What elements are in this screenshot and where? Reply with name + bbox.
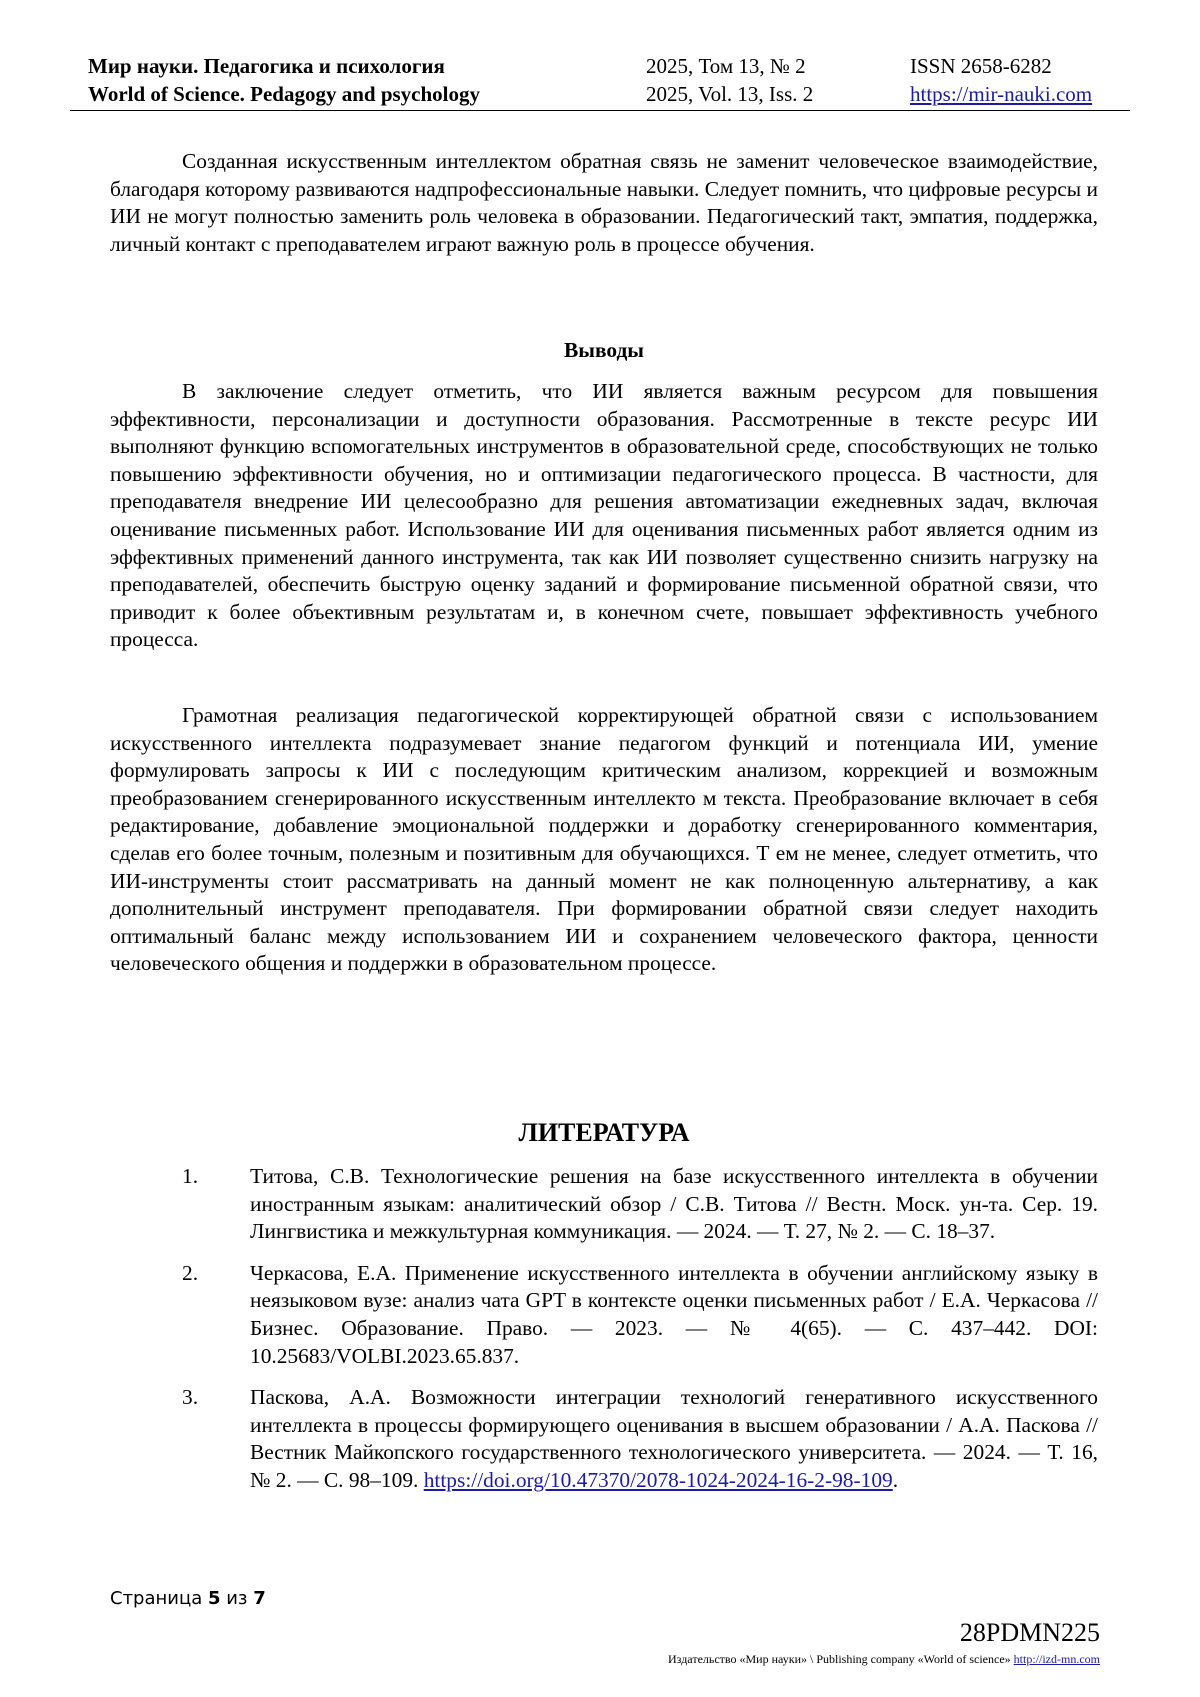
reference-end: .	[892, 1467, 899, 1492]
publisher-link[interactable]: http://izd-mn.com	[1013, 1652, 1100, 1666]
reference-number: 1.	[182, 1164, 199, 1188]
article-code: 28PDMN225	[959, 1618, 1100, 1647]
reference-body: Паскова, А.А. Возможности интеграции технологий генеративного искусственного интеллекта в процессы формирующего оценивания в высшем образовании / А.А. Паскова // Вестник Майкопского государственного технологического университета. — 2024. — Т. 16, № 2. — С. 98–109.	[250, 1385, 1098, 1492]
total-pages: 7	[253, 1588, 266, 1609]
reference-text: Титова, С.В. Технологические решения на базе искусственного интеллекта в обучении иностранным языкам: аналитический обзор / С.В. Титова // Вестн. Моск. ун-та. Сер. 19. Лингвистика и межкультурная коммуникация. — 2024. — Т. 27, № 2. — С. 18–37.	[250, 1164, 1098, 1244]
journal-site-link[interactable]: https://mir-nauki.com	[910, 82, 1093, 106]
literature-title: ЛИТЕРАТУРА	[518, 1118, 690, 1147]
publisher-line: Издательство «Мир науки» \ Publishing company «World of science» http://izd-mn.com	[668, 1652, 1100, 1666]
issn: ISSN 2658-6282	[910, 54, 1052, 78]
issn-block	[910, 52, 1092, 108]
issue-ru: 2025, Том 13, № 2	[646, 54, 806, 78]
reference-number: 2.	[182, 1260, 199, 1285]
conclusion-paragraph-2: Грамотная реализация педагогической корректирующей обратной связи с использованием искусственного интеллекта подразумевает знание педагогом функций и потенциала ИИ, умение формулировать запросы к ИИ с последующим критическим анализом, коррекцией и возможным преобразованием сгенерированного искусственным интеллекто м текста. Преобразование включает в себя редактирование, добавление эмоциональной поддержки и доработку сгенерированного комментария, сделав его более точным, полезным и позитивным для обучающихся. Т ем не менее, следует отметить, что ИИ-инструменты стоит рассматривать на данный момент не как полноценную альтернативу, а как дополнительный инструмент преподавателя. При формировании обратной связи следует находить оптимальный баланс между использованием ИИ и сохранением человеческого фактора, ценности человеческого общения и поддержки в образовательном процессе.	[110, 703, 1098, 976]
page-header	[70, 52, 1130, 111]
journal-title-en: World of Science. Pedagogy and psychology	[88, 82, 481, 106]
issue-info	[646, 52, 813, 108]
section-title-conclusions: Выводы	[564, 338, 644, 362]
page-number: Страница 5 из 7	[110, 1588, 266, 1609]
journal-title	[88, 52, 480, 108]
reference-text	[250, 1384, 1098, 1494]
current-page: 5	[207, 1588, 221, 1609]
reference-number: 3.	[182, 1385, 199, 1410]
reference-list	[110, 1163, 1098, 1509]
reference-item	[110, 1163, 1098, 1246]
reference-item	[110, 1384, 1098, 1494]
conclusion-paragraph-1: В заключение следует отметить, что ИИ является важным ресурсом для повышения эффективности, персонализации и доступности образования. Рассмотренные в тексте ресурс ИИ выполняют функцию вспомогательных инструментов в образовательной среде, способствующих не только повышению эффективности обучения, но и оптимизации педагогического процесса. В частности, для преподавателя внедрение ИИ целесообразно для решения автоматизации ежедневных задач, включая оценивание письменных работ. Использование ИИ для оценивания письменных работ является одним из эффективных применений данного инструмента, так как ИИ позволяет существенно снизить нагрузку на преподавателей, обеспечить быструю оценку заданий и формирование письменной обратной связи, что приводит к более объективным результатам и, в конечном счете, повышает эффективность учебного процесса.	[110, 379, 1098, 652]
intro-paragraph: Созданная искусственным интеллектом обратная связь не заменит человеческое взаимодействие, благодаря которому развиваются надпрофессиональные навыки. Следует помнить, что цифровые ресурсы и ИИ не могут полностью заменить роль человека в образовании. Педагогический такт, эмпатия, поддержка, личный контакт с преподавателем играют важную роль в процессе обучения.	[110, 149, 1098, 256]
journal-title-ru: Мир науки. Педагогика и психология	[88, 54, 445, 78]
reference-text: Черкасова, Е.А. Применение искусственного интеллекта в обучении английскому языку в неязыковом вузе: анализ чата GPT в контексте оценки письменных работ / Е.А. Черкасова // Бизнес. Образование. Право. — 2023. — № 4(65). — С. 437–442. DOI: 10.25683/VOLBI.2023.65.837.	[250, 1260, 1098, 1368]
reference-item	[110, 1260, 1098, 1370]
doi-link[interactable]: https://doi.org/10.47370/2078-1024-2024-16-2-98-109	[423, 1467, 893, 1492]
issue-en: 2025, Vol. 13, Iss. 2	[646, 82, 814, 106]
